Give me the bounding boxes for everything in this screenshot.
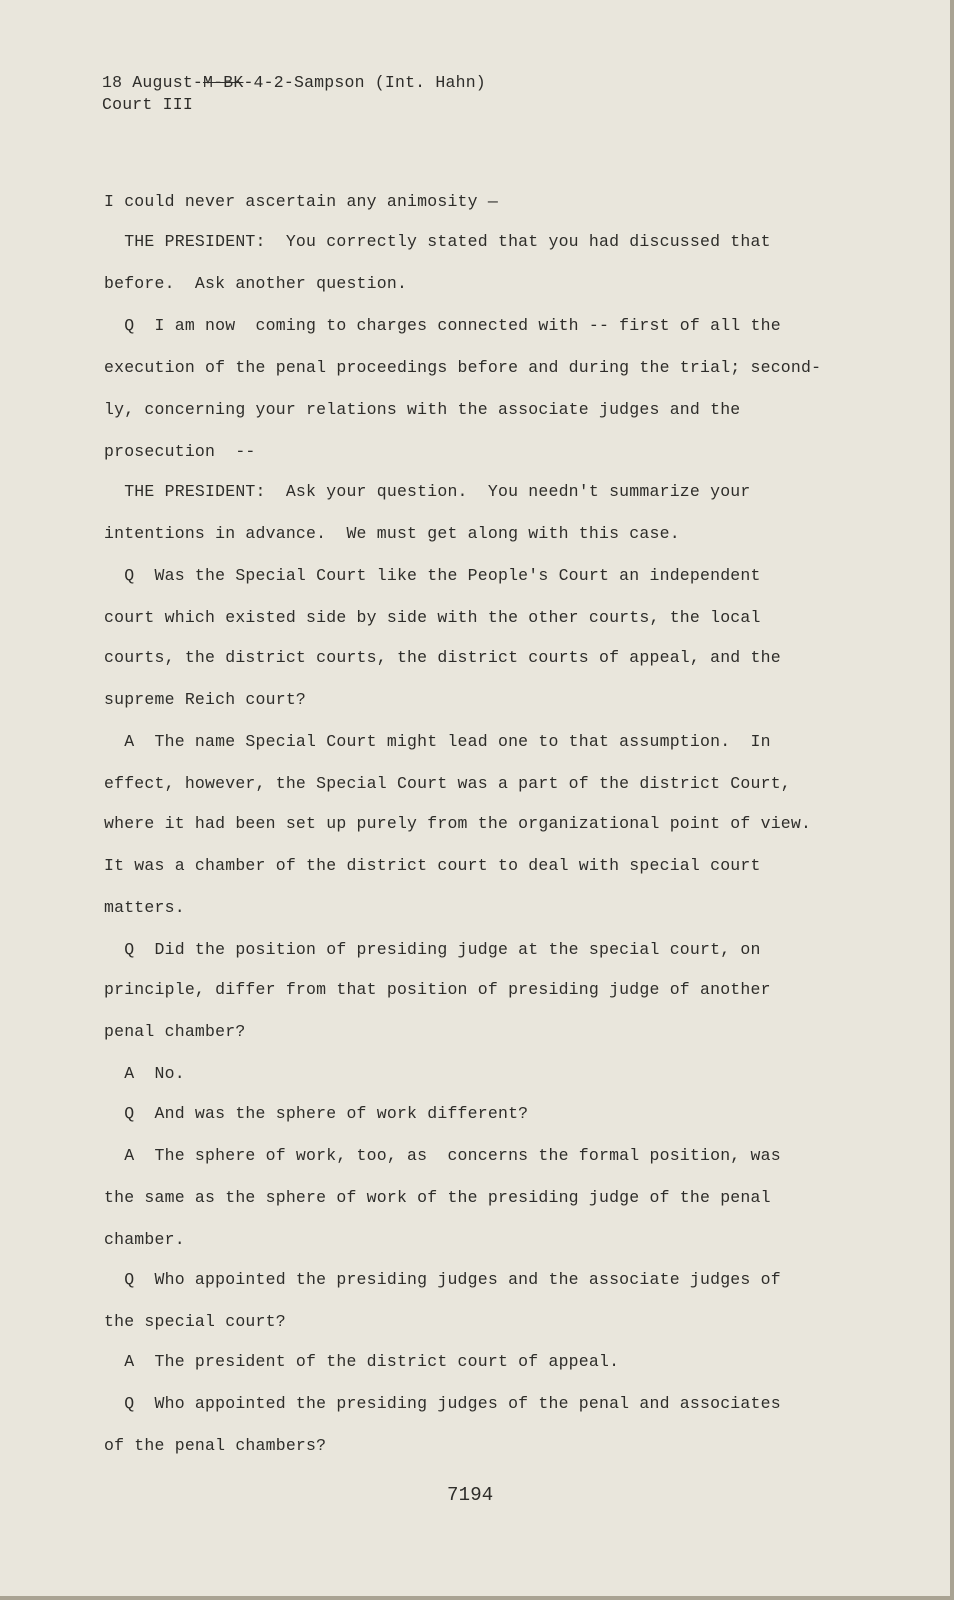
- transcript-line: matters.: [104, 898, 185, 917]
- transcript-line: A No.: [104, 1064, 185, 1083]
- transcript-line: I could never ascertain any animosity —: [104, 192, 498, 211]
- transcript-line: Q Who appointed the presiding judges of the penal and associates: [104, 1394, 781, 1413]
- transcript-line: effect, however, the Special Court was a part of the district Court,: [104, 774, 791, 793]
- transcript-line: the same as the sphere of work of the presiding judge of the penal: [104, 1188, 771, 1207]
- transcript-line: A The sphere of work, too, as concerns the formal position, was: [104, 1146, 781, 1165]
- transcript-line: Q I am now coming to charges connected with -- first of all the: [104, 316, 781, 335]
- transcript-line: where it had been set up purely from the organizational point of view.: [104, 814, 812, 833]
- transcript-line: courts, the district courts, the district courts of appeal, and the: [104, 648, 781, 667]
- transcript-line: supreme Reich court?: [104, 690, 307, 709]
- transcript-header: [102, 72, 486, 116]
- transcript-line: A The name Special Court might lead one to that assumption. In: [104, 732, 771, 751]
- transcript-line: penal chamber?: [104, 1022, 246, 1041]
- transcript-line: chamber.: [104, 1230, 185, 1249]
- header-line-court: Court III: [102, 95, 193, 114]
- header-line-date-session: 18 August-M-BK-4-2-Sampson (Int. Hahn): [102, 73, 486, 92]
- struck-text: M-BK: [203, 73, 244, 92]
- transcript-line: before. Ask another question.: [104, 274, 408, 293]
- transcript-line: THE PRESIDENT: You correctly stated that you had discussed that: [104, 232, 771, 251]
- transcript-line: Q And was the sphere of work different?: [104, 1104, 529, 1123]
- transcript-line: ly, concerning your relations with the associate judges and the: [104, 400, 741, 419]
- transcript-line: principle, differ from that position of presiding judge of another: [104, 980, 771, 999]
- transcript-line: intentions in advance. We must get along with this case.: [104, 524, 680, 543]
- transcript-line: A The president of the district court of appeal.: [104, 1352, 620, 1371]
- transcript-line: Q Was the Special Court like the People's Court an independent: [104, 566, 761, 585]
- transcript-line: the special court?: [104, 1312, 286, 1331]
- transcript-line: of the penal chambers?: [104, 1436, 327, 1455]
- transcript-line: THE PRESIDENT: Ask your question. You needn't summarize your: [104, 482, 751, 501]
- page-number: 7194: [447, 1484, 494, 1506]
- transcript-line: It was a chamber of the district court to deal with special court: [104, 856, 761, 875]
- transcript-line: execution of the penal proceedings before and during the trial; second-: [104, 358, 822, 377]
- transcript-line: court which existed side by side with the other courts, the local: [104, 608, 761, 627]
- transcript-line: prosecution --: [104, 442, 256, 461]
- transcript-line: Q Who appointed the presiding judges and the associate judges of: [104, 1270, 781, 1289]
- transcript-line: Q Did the position of presiding judge at the special court, on: [104, 940, 761, 959]
